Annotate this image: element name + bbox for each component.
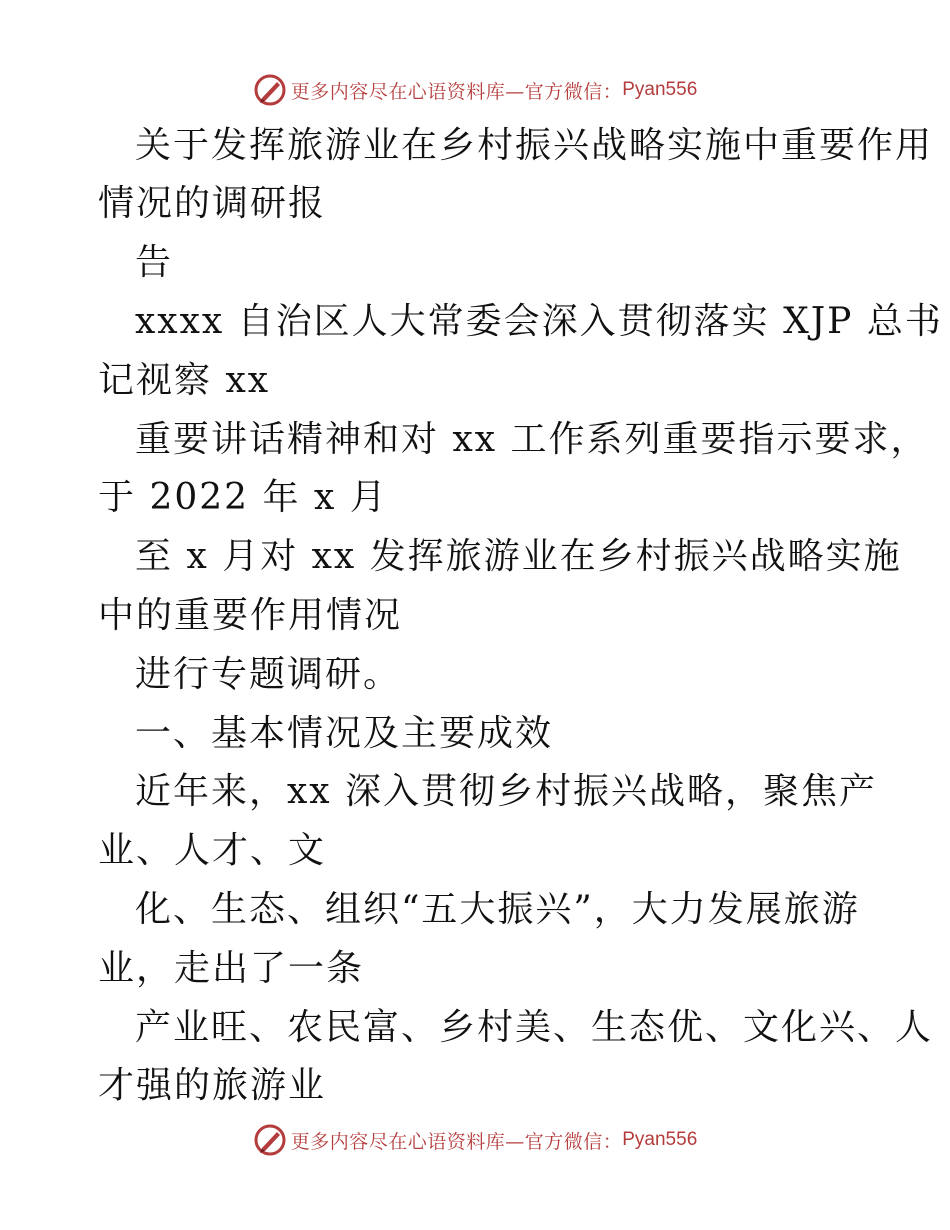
text-line: 业、人才、文 bbox=[98, 830, 327, 871]
header-watermark bbox=[0, 70, 950, 110]
section-heading: 一、基本情况及主要成效 bbox=[135, 713, 554, 754]
text-line: 重要讲话精神和对 xx 工作系列重要指示要求， bbox=[135, 419, 929, 460]
text-line: 业，走出了一条 bbox=[98, 948, 365, 989]
pen-logo-icon bbox=[253, 73, 287, 107]
footer-watermark bbox=[0, 1120, 950, 1160]
text-line: 关于发挥旅游业在乡村振兴战略实施中重要作用 bbox=[135, 125, 934, 166]
text-line: 才强的旅游业 bbox=[98, 1065, 327, 1106]
watermark-text: 更多内容尽在心语资料库—官方微信： bbox=[290, 80, 623, 103]
text-line: 近年来，xx 深入贯彻乡村振兴战略，聚焦产 bbox=[135, 771, 878, 812]
watermark-id: Pyan556 bbox=[622, 1129, 698, 1150]
text-line: 记视察 xx bbox=[98, 360, 271, 401]
text-line: 化、生态、组织“五大振兴”，大力发展旅游 bbox=[135, 889, 860, 930]
text-line: 至 x 月对 xx 发挥旅游业在乡村振兴战略实施 bbox=[135, 536, 902, 577]
pen-logo-icon bbox=[253, 1123, 287, 1157]
text-line: 于 2022 年 x 月 bbox=[98, 477, 388, 518]
text-line: xxxx 自治区人大常委会深入贯彻落实 XJP 总书 bbox=[135, 301, 943, 342]
text-line: 进行专题调研。 bbox=[135, 654, 402, 695]
text-line: 产业旺、农民富、乡村美、生态优、文化兴、人 bbox=[135, 1007, 934, 1048]
watermark-id: Pyan556 bbox=[622, 79, 698, 100]
text-line: 中的重要作用情况 bbox=[98, 595, 403, 636]
text-line: 告 bbox=[135, 242, 174, 283]
text-line: 情况的调研报 bbox=[98, 183, 327, 224]
watermark-text: 更多内容尽在心语资料库—官方微信： bbox=[290, 1130, 623, 1153]
